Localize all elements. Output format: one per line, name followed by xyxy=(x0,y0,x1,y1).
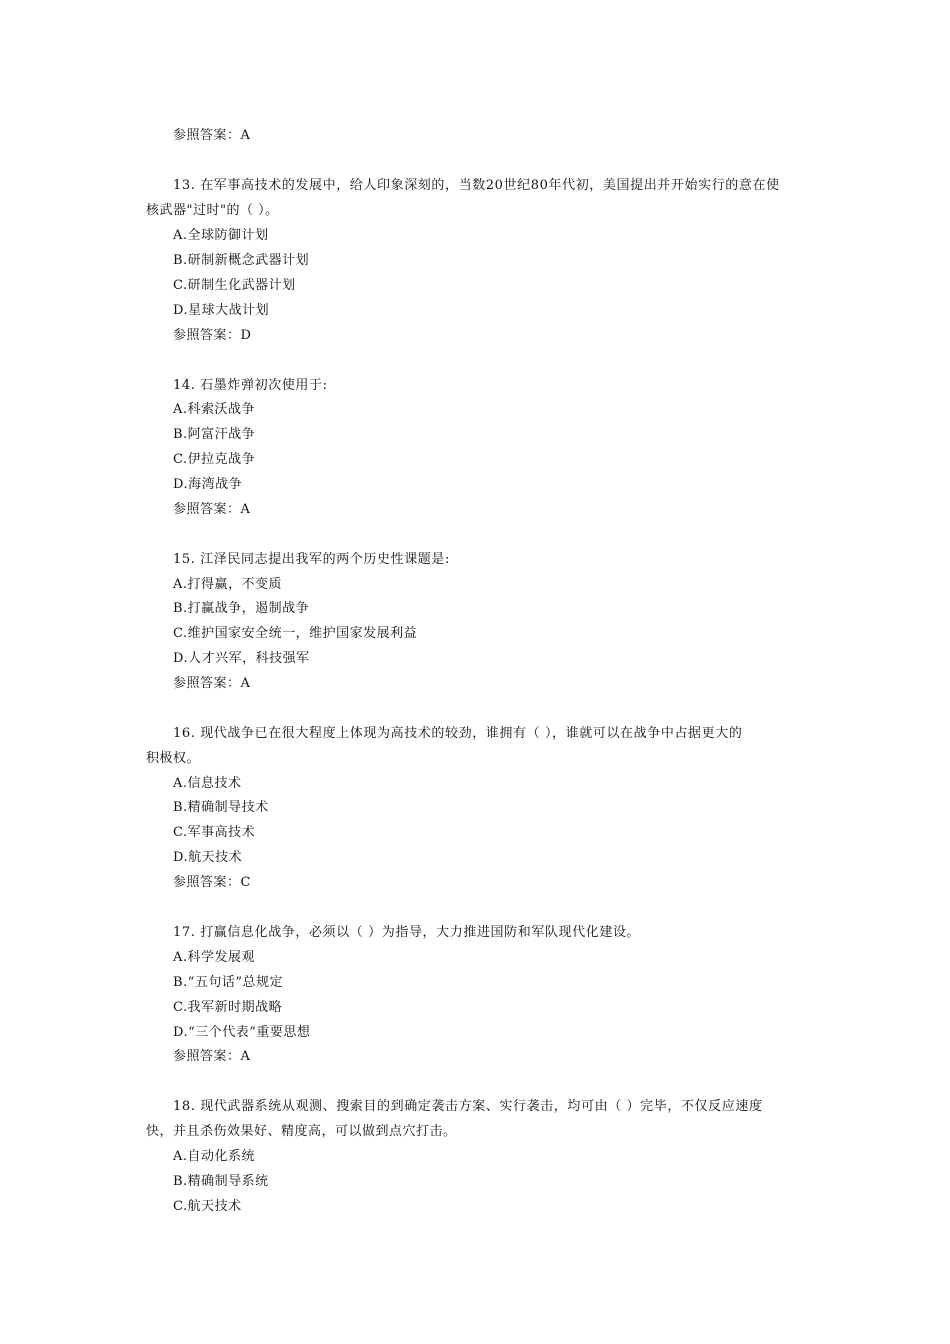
question-18-option-a: A.自动化系统 xyxy=(173,1149,256,1164)
question-18-stem-continued: 快，并且杀伤效果好、精度高，可以做到点穴打击。 xyxy=(146,1124,457,1139)
question-13-stem-continued: 核武器"过时"的（ ）。 xyxy=(146,203,279,218)
question-13-option-a: A.全球防御计划 xyxy=(173,228,269,243)
question-13-stem: 13. 在军事高技术的发展中，给人印象深刻的，当数20世纪80年代初，美国提出并开始实行的意在使 xyxy=(173,178,780,193)
question-16-stem: 16. 现代战争已在很大程度上体现为高技术的较劲，谁拥有（ ），谁就可以在战争中占据更大的 xyxy=(173,726,743,741)
question-14-stem: 14. 石墨炸弹初次使用于: xyxy=(173,378,328,393)
question-14-option-a: A.科索沃战争 xyxy=(173,402,256,417)
question-18-stem: 18. 现代武器系统从观测、搜索目的到确定袭击方案、实行袭击，均可由（ ）完毕，不仅反应速度 xyxy=(173,1099,763,1114)
question-15-stem: 15. 江泽民同志提出我军的两个历史性课题是: xyxy=(173,552,450,567)
question-16-option-b: B.精确制导技术 xyxy=(173,800,269,815)
question-16-option-c: C.军事高技术 xyxy=(173,825,256,840)
question-14-option-c: C.伊拉克战争 xyxy=(173,452,256,467)
question-17-option-c: C.我军新时期战略 xyxy=(173,1000,283,1015)
question-17-option-d: D.“三个代表”重要思想 xyxy=(173,1025,311,1040)
question-14-option-d: D.海湾战争 xyxy=(173,477,243,492)
question-15-option-b: B.打赢战争，遏制战争 xyxy=(173,601,310,616)
question-14-answer: 参照答案：A xyxy=(173,502,251,517)
question-17-option-b: B.“五句话”总规定 xyxy=(173,975,283,990)
question-13-option-b: B.研制新概念武器计划 xyxy=(173,253,310,268)
question-17-answer: 参照答案：A xyxy=(173,1049,251,1064)
question-16-option-d: D.航天技术 xyxy=(173,850,243,865)
question-18-option-c: C.航天技术 xyxy=(173,1199,242,1214)
question-13-answer: 参照答案：D xyxy=(173,328,252,343)
question-17-stem: 17. 打赢信息化战争，必须以（ ）为指导，大力推进国防和军队现代化建设。 xyxy=(173,925,641,940)
question-16-answer: 参照答案：C xyxy=(173,875,251,890)
question-15-option-d: D.人才兴军，科技强军 xyxy=(173,651,310,666)
question-15-answer: 参照答案：A xyxy=(173,676,251,691)
question-16-stem-continued: 积极权。 xyxy=(146,751,201,766)
question-18-option-b: B.精确制导系统 xyxy=(173,1174,269,1189)
question-15-option-c: C.维护国家安全统一，维护国家发展利益 xyxy=(173,626,418,641)
question-14-option-b: B.阿富汗战争 xyxy=(173,427,256,442)
question-16-option-a: A.信息技术 xyxy=(173,776,242,791)
question-15-option-a: A.打得赢，不变质 xyxy=(173,577,283,592)
question-13-option-c: C.研制生化武器计划 xyxy=(173,278,296,293)
answer-text: 参照答案：A xyxy=(173,128,251,143)
question-13-option-d: D.星球大战计划 xyxy=(173,303,270,318)
question-17-option-a: A.科学发展观 xyxy=(173,950,256,965)
